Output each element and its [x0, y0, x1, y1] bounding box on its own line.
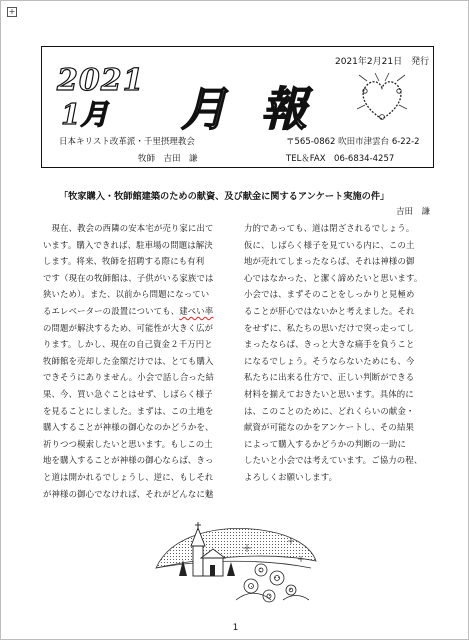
text-line: 祈りつつ模索したいと思います。もしこの土 — [43, 438, 213, 449]
text-line: が神様の御心でなければ、それがどんなに魅 — [43, 488, 214, 499]
text-line: できそうにありません。小会で話し合った結 — [43, 372, 215, 383]
text-line: と道は開かれるでしょうし、逆に、もしそれ — [43, 471, 214, 482]
text-line: 小会では、まずそのことをしっかりと見極め — [244, 289, 415, 300]
text-line: 現在、教会の西隣の安本宅が売り家に出て — [43, 223, 214, 233]
text-line: を見ることにしました。まずは、この土地を — [43, 405, 214, 416]
text-line: 力的であっても、道は閉ざされるでしょう。 — [244, 223, 415, 233]
title-char-tsuki: 月 — [181, 82, 227, 136]
heart-wreath-icon — [353, 69, 411, 127]
pastor-name: 牧師 吉田 謙 — [138, 154, 198, 164]
text-line: 仮に、しばらく様子を見ている内に、この土 — [244, 239, 415, 250]
header-month: 1月 — [61, 98, 109, 131]
tel-fax: TEL＆FAX 06-6834-4257 — [286, 154, 395, 164]
church-flowers-illustration-icon — [151, 516, 321, 606]
text-line: 心ではなかった、と潔く諦めたいと思います。 — [244, 272, 423, 283]
article-column-right — [244, 220, 442, 486]
text-line: の問題が解決するため、可能性が大きく広が — [43, 322, 214, 333]
church-name: 日本キリスト改革派・千里摂理教会 — [59, 137, 195, 147]
text-line: になるでしょう。そうならないためにも、今 — [244, 355, 415, 366]
church-address: 〒565-0862 吹田市津雲台 6-22-2 — [286, 137, 420, 147]
text-line: によって購入するかどうかの判断の一助に — [244, 438, 406, 449]
text-line: します。将来、牧師を招聘する際にも有利 — [43, 256, 205, 267]
text-line: は、このことのために、どれくらいの献金・ — [244, 405, 415, 416]
table-move-handle-icon[interactable]: + — [8, 7, 16, 16]
article-headline: 「牧家購入・牧師館建築のための献資、及び献金に関するアンケート実施の件」 — [59, 191, 390, 202]
spellcheck-flagged-word[interactable]: 建ぺい率 — [179, 305, 214, 316]
text-line: 地が売れてしまったならば、それは神様の御 — [244, 256, 415, 267]
text-line: 狭いため）。また、以前から問題になってい — [43, 289, 210, 300]
text-line: 献資が可能なのかをアンケートし、その結果 — [244, 422, 414, 433]
text-line: 購入することが神様の御心なのかどうかを、 — [43, 422, 214, 433]
text-line: ります。しかし、現在の自己資金２千万円と — [43, 339, 213, 350]
text-line: 私たちに出来る仕方で、正しい判断ができる — [244, 372, 415, 383]
text-line: よろしくお願いします。 — [244, 471, 338, 482]
issue-date: 2021年2月21日 発行 — [335, 57, 430, 67]
text-line: います。購入できれば、駐車場の問題は解決 — [43, 239, 213, 250]
text-line: 果、今、買い急ぐことはせず、しばらく様子 — [43, 388, 213, 399]
text-line: したいと小会では考えています。ご協力の程、 — [244, 455, 423, 466]
text-line: まったならば、きっと大きな痛手を負うこと — [244, 339, 415, 350]
text-line: 地を購入することが神様の御心ならば、きっ — [43, 455, 214, 466]
text-line: るエレベーターの設置についても、建ぺい率 — [43, 305, 214, 316]
text-line: ることが肝心ではないかと考えました。それ — [244, 305, 415, 316]
article-column-left — [43, 220, 241, 502]
header-year: 2021 — [57, 63, 145, 98]
title-char-hou: 報 — [261, 82, 307, 136]
text-line: 材料を揃えておきたいと思います。具体的に — [244, 388, 414, 399]
page-number: 1 — [232, 623, 239, 633]
article-author: 吉田 謙 — [396, 207, 431, 217]
text-line: をせずに、私たちの思いだけで突っ走ってし — [244, 322, 415, 333]
text-line: 牧師館を売却した金額だけでは、とても購入 — [43, 355, 214, 366]
text-line: です（現在の牧師館は、子供がいる家族では — [43, 272, 214, 283]
